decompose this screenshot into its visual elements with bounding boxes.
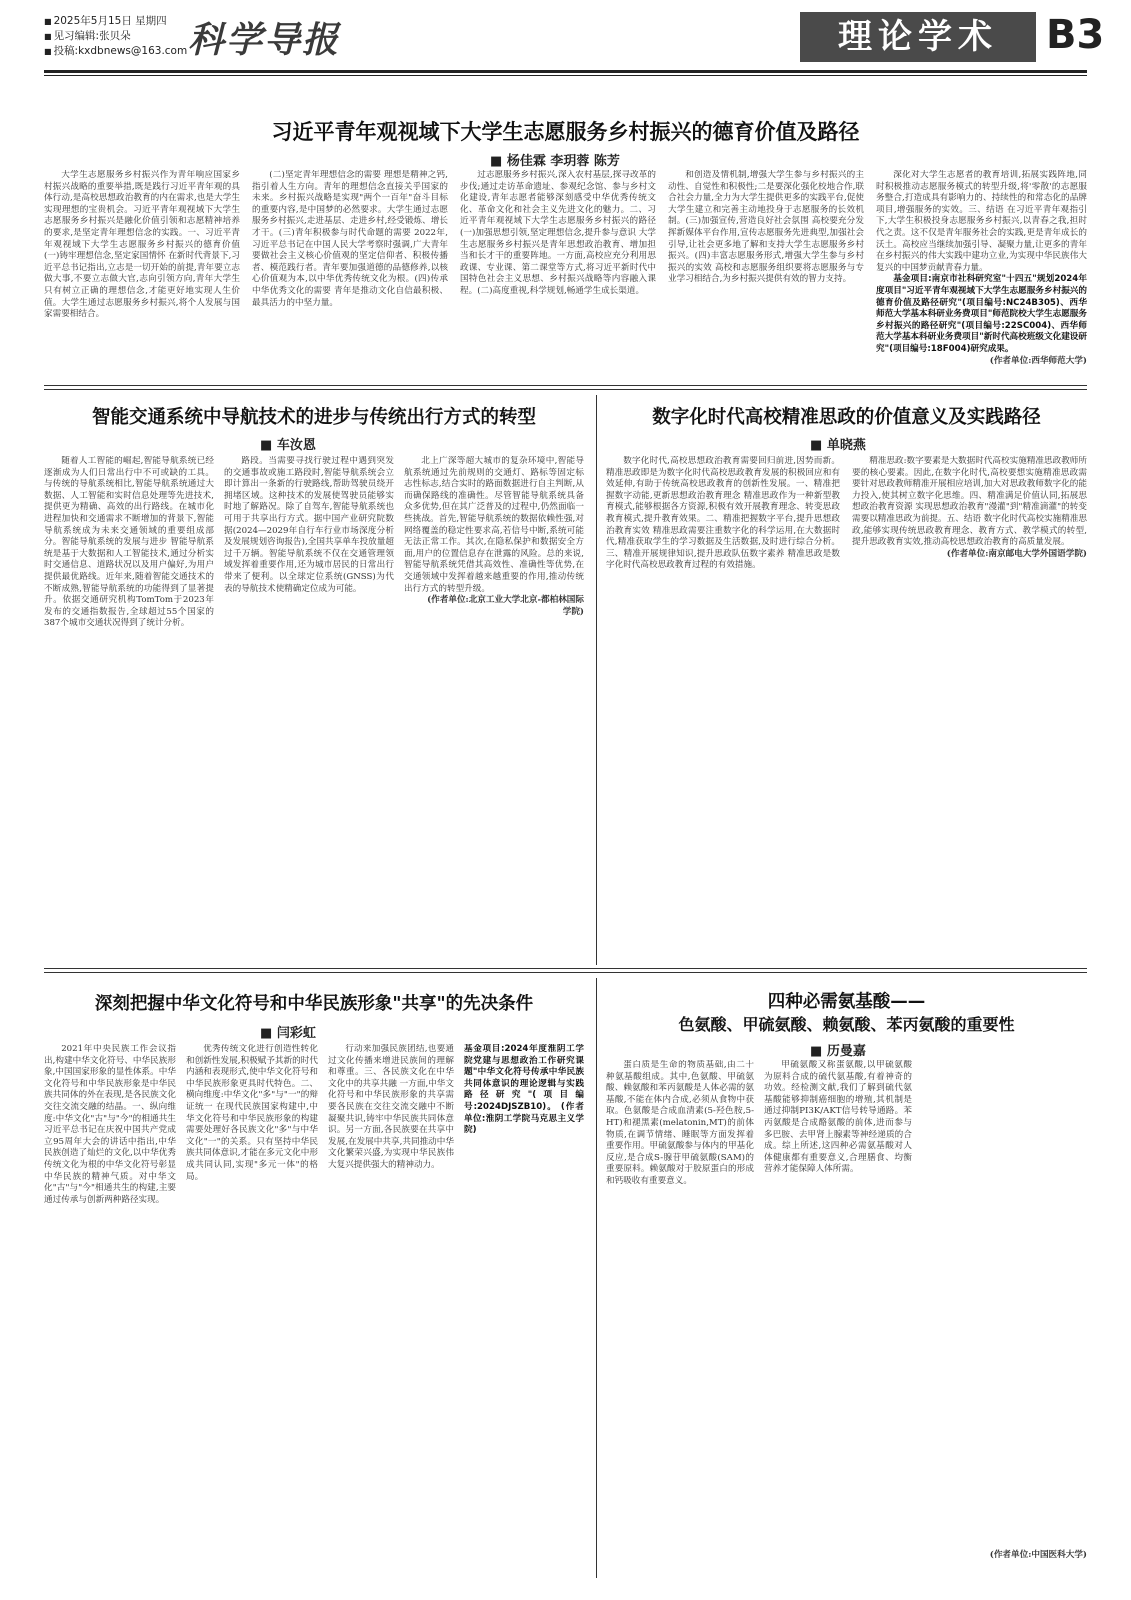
article2-col1 — [44, 456, 214, 956]
section-banner: 理论学术 — [800, 12, 1036, 62]
article3-title: 数字化时代高校精准思政的价值意义及实践路径 — [652, 407, 1041, 428]
article2-title: 智能交通系统中导航技术的进步与传统出行方式的转型 — [91, 407, 536, 428]
issue-date: ■ 2025年5月15日 星期四 — [44, 14, 187, 29]
header-meta — [44, 14, 187, 59]
article1-col4 — [668, 170, 864, 378]
article3-text-1: 数字化时代,高校思想政治教育需要回归前进,因势而新。精准思政即是为数字化时代高校思政教育发展的积极回应和有效延伸,有助于传统高校思政教育的创新性发展。一、精准把握数字动能,更新思想政治教育理念 精准思政作为一种新型教育模式,能够根据各方资源,积极有效开展教育理念、转变思政教育模式,提升教育效果。二、精准把握数字平台,提升思想政治教育实效 精准思政需要注重数字化的科学运用,在大数据时代,精准获取学生的学习数据及生活数据,及时进行综合分析。三、精准开展规律知识,提升思政队伍数字素养 精准思政是数字化时代高校思政教育过程的有效措施。 — [606, 456, 840, 571]
article3-col2 — [852, 456, 1087, 956]
article5-col3 — [922, 1060, 1087, 1580]
article1-col1 — [44, 170, 240, 378]
article1-col3 — [460, 170, 656, 378]
article4-fund: 基金项目:2024年度淮阴工学院党建与思想政治工作研究课题"中华文化符号传承中华民族共同体意识的理论逻辑与实践路径研究"(项目编号:2024DJSZB10)。 (作者单位:淮阴工学院马克思主义学院) — [464, 1044, 584, 1136]
article5-title-line2: 色氨酸、甲硫氨酸、赖氨酸、苯丙氨酸的重要性 — [678, 1015, 1015, 1034]
article2-text-3: 北上广深等超大城市的复杂环境中,智能导航系统通过先前规则的交通灯、路标等固定标志性标志,结合实时的路面数据进行自主判断,从而确保路线的准确性。尽管智能导航系统具备众多优势,但在其广泛普及的过程中,仍然面临一些挑战。首先,智能导航系统的数据依赖性强,对网络覆盖的稳定性要求高,若信号中断,系统可能无法正常工作。其次,在隐私保护和数据安全方面,用户的位置信息存在泄露的风险。总的来说,智能导航系统凭借其高效性、准确性等优势,在交通领域中发挥着越来越重要的作用,推动传统出行方式的转型升级。 — [404, 456, 584, 594]
article5-title-line1: 四种必需氨基酸—— — [767, 992, 926, 1012]
column-divider-mid — [596, 395, 597, 965]
article4-col1 — [44, 1044, 176, 1580]
article4-author: ■ 闫彩虹 — [260, 1022, 316, 1041]
article1-fund: 基金项目:南京市社科研究室"十四五"规划2024年度项目"习近平青年观视域下大学生志愿服务乡村振兴的德育价值及路径研究"(项目编号:NC24B305)、西华师范大学基本科研业务费项目"师范院校大学生志愿服务乡村振兴的路径研究"(项目编号:22SC004)、西华师范大学基本科研业务费项目"新时代高校班级文化建设研究"(项目编号:18F004)研究成果。 — [876, 274, 1087, 354]
article1-text-5: 深化对大学生志愿者的教育培训,拓展实践阵地,同时积极推动志愿服务模式的转型升级,将'零散'的志愿服务整合,打造成具有影响力的、持续性的和常态化的品牌项目,增强服务的实效。三、结语 在习近平青年观指引下,大学生积极投身志愿服务乡村振兴,以青春之我,担时代之责。这不仅是青年服务社会的实践,更是青年成长的沃土。高校应当继续加强引导、凝聚力量,让更多的青年在乡村振兴的伟大实践中建功立业,为实现中华民族伟大复兴的中国梦贡献青春力量。 — [876, 170, 1087, 273]
article4-title: 深刻把握中华文化符号和中华民族形象"共享"的先决条件 — [94, 994, 534, 1014]
article4-text-1: 2021年中央民族工作会议指出,构建中华文化符号、中华民族形象,中国国家形象的显性体系。中华文化符号和中华民族形象是中华民族共同体的外在表现,是各民族文化交往交流交融的结晶。一、纵向维度:中华文化"古"与"今"的相通共生 习近平总书记在庆祝中国共产党成立95周年大会的讲话中指出,中华民族创造了灿烂的文化,以中华优秀传统文化为根的中华文化符号彰显中华民族的精神气质。对中华文化"古"与"今"相通共生的构建,主要通过传承与创新两种路径实现。 — [44, 1044, 176, 1205]
article2-col2 — [224, 456, 394, 956]
article5-col2 — [764, 1060, 912, 1580]
article1-text-3: 过志愿服务乡村振兴,深入农村基层,探寻改革的步伐;通过走访革命遗址、参观纪念馆、参与乡村文化建设,青年志愿者能够深刻感受中华优秀传统文化、革命文化和社会主义先进文化的魅力。二、习近平青年观视域下大学生志愿服务乡村振兴的路径 (一)加强思想引领,坚定理想信念,提升参与意识 大学生志愿服务乡村振兴是青年思想政治教育、增加担当和长才干的重要阵地。一方面,高校应充分利用思政课、专业课、第二课堂等方式,将习近平新时代中国特色社会主义思想、乡村振兴战略等内容融入课程。(二)高度重视,科学规划,畅通学生成长渠道。 — [460, 170, 656, 296]
article1-authors: ■ 杨佳霖 李玥蓉 陈芳 — [490, 150, 620, 169]
article3-col1 — [606, 456, 840, 956]
editor-credit: ■ 见习编辑:张贝朵 — [44, 29, 187, 44]
submission-email: ■ 投稿:kxdbnews@163.com — [44, 44, 187, 59]
newspaper-masthead: 科学导报 — [188, 19, 341, 61]
article4-text-2: 优秀传统文化进行创造性转化和创新性发展,积极赋予其新的时代内涵和表现形式,使中华文化符号和中华民族形象更具时代特色。二、横向维度:中华文化"多"与"一"的辩证统一 在现代民族国家构建中,中华文化符号和中华民族形象的构建需要处理好各民族文化"多"与中华文化"一"的关系。只有坚持中华民族共同体意识,才能在多元文化中形成共同认同,实现"多元一体"的格局。 — [186, 1044, 318, 1182]
article5-text-1: 蛋白质是生命的物质基础,由二十种氨基酸组成。其中,色氨酸、甲硫氨酸、赖氨酸和苯丙氨酸是人体必需的氨基酸,不能在体内合成,必须从食物中获取。色氨酸是合成血清素(5-羟色胺,5-HT)和褪黑素(melatonin,MT)的前体物质,在调节情绪、睡眠等方面发挥着重要作用。甲硫氨酸参与体内的甲基化反应,是合成S-腺苷甲硫氨酸(SAM)的重要原料。赖氨酸对于胶原蛋白的形成和钙吸收有重要意义。 — [606, 1060, 754, 1186]
header-rule — [44, 70, 1087, 73]
article5-author: ■ 历曼嘉 — [810, 1040, 866, 1059]
divider-top — [44, 385, 1087, 390]
article1-title: 习近平青年观视域下大学生志愿服务乡村振兴的德育价值及路径 — [271, 120, 860, 144]
article1-text-2: (二)坚定青年理想信念的需要 理想是精神之钙,指引着人生方向。青年的理想信念直接关乎国家的未来。乡村振兴战略是实现"两个一百年"奋斗目标的重要内容,是中国梦的必然要求。大学生通过志愿服务乡村振兴,走进基层、走进乡村,经受锻炼、增长才干。(三)青年积极参与时代命题的需要 2022年,习近平总书记在中国人民大学考察时强调,广大青年要做社会主义核心价值观的坚定信仰者、积极传播者、模范践行者。青年要加强道德的品德修养,以核心价值观为本,以中华优秀传统文化为根。(四)传承中华优秀文化的需要 青年是推动文化自信最积极、最具活力的中坚力量。 — [252, 170, 448, 308]
article2-text-1: 随着人工智能的崛起,智能导航系统已经逐渐成为人们日常出行中不可或缺的工具。与传统的导航系统相比,智能导航系统通过大数据、人工智能和实时信息处理等先进技术,提供更为精确、高效的出行路线。在城市化进程加快和交通需求不断增加的背景下,智能导航系统成为未来交通领域的重要组成部分。智能导航系统的发展与进步 智能导航系统是基于大数据和人工智能技术,通过分析实时交通信息、道路状况以及用户偏好,为用户提供最优路线。近年来,随着智能交通技术的不断成熟,智能导航系统的功能得到了显著提升。依据交通研究机构TomTom于2023年发布的交通指数报告,全球超过55个国家的387个城市交通状况得到了统计分析。 — [44, 456, 214, 629]
article3-text-2: 精准思政:数字要素是大数据时代高校实施精准思政教师所要的核心要素。因此,在数字化时代,高校要想实施精准思政需要针对思政教师精准开展相应培训,加大对思政教师数字化的能力投入,使其树立数字化思维。四、精准满足价值认同,拓展思想政治教育资源 实现思想政治教育"漫灌"到"精准滴灌"的转变需要以精准思政为前提。五、结语 数字化时代高校实施精准思政,能够实现传统思政教育理念、教育方式、教学模式的转型,提升思政教育实效,推动高校思想政治教育的高质量发展。 — [852, 456, 1087, 548]
article5-col1 — [606, 1060, 754, 1580]
article2-col3 — [404, 456, 584, 956]
article3-author: ■ 单晓燕 — [810, 434, 866, 453]
article2-text-2: 路段。当需要寻找行驶过程中遇到突发的交通事故或施工路段时,智能导航系统会立即计算出一条新的行驶路线,帮助驾驶员绕开拥堵区域。这种技术的发展使驾驶员能够实时地了解路况。除了自驾车,智能导航系统也可用于共享出行方式。据中国产业研究院数据(2024—2029年自行车行业市场深度分析及发展规划咨询报告),全国共享单车投放量超过千万辆。智能导航系统不仅在交通管理领域发挥着重要作用,还为城市居民的日常出行带来了便利。以全球定位系统(GNSS)为代表的导航技术使精确定位成为可能。 — [224, 456, 394, 594]
header-rule-thin — [44, 75, 1087, 76]
page-number: B3 — [1046, 12, 1105, 58]
article1-col5 — [876, 170, 1087, 378]
article2-author: ■ 车汝恩 — [260, 434, 316, 453]
article1-text-1: 大学生志愿服务乡村振兴作为青年响应国家乡村振兴战略的重要举措,既是践行习近平青年观的具体行动,是高校思想政治教育的内在需求,也是大学生实现理想的宝贵机会。习近平青年观视域下大学生志愿服务乡村振兴是融化价值引领和志愿精神培养的要求,是坚定青年理想信念的实践。一、习近平青年观视域下大学生志愿服务乡村振兴的德育价值 (一)铸牢理想信念,坚定家国情怀 在新时代背景下,习近平总书记指出,立志是一切开始的前提,青年要立志做大事,不要立志做大官,志向引领方向,青年大学生只有树立正确的理想信念,才能更好地实现人生价值。大学生通过志愿服务乡村振兴,将个人发展与国家需要相结合。 — [44, 170, 240, 320]
column-divider-lower — [596, 978, 597, 1578]
divider-bottom — [44, 968, 1087, 973]
article3-affiliation: (作者单位:南京邮电大学外国语学院) — [946, 548, 1087, 559]
article5-text-2: 甲硫氨酸又称蛋氨酸,以甲硫氨酸为原料合成的硫代氨基酸,有着神奇的功效。经检测文献,我们了解到硫代氨基酸能够抑制癌细胞的增殖,其机制是通过抑制PI3K/AKT信号转导通路。苯丙氨酸是合成酪氨酸的前体,进而参与多巴胺、去甲肾上腺素等神经递质的合成。综上所述,这四种必需氨基酸对人体健康都有重要意义,合理膳食、均衡营养才能保障人体所需。 — [764, 1060, 912, 1175]
article2-affiliation: (作者单位:北京工业大学北京-都柏林国际学院) — [427, 595, 584, 617]
article1-col2 — [252, 170, 448, 378]
article5-affiliation: (作者单位:中国医科大学) — [989, 1550, 1087, 1560]
article4-col3 — [328, 1044, 454, 1580]
article4-text-3: 行动来加强民族团结,也要通过文化传播来增进民族间的理解和尊重。三、各民族文化在中华文化中的共享共融 一方面,中华文化符号和中华民族形象的共享需要各民族在交往交流交融中不断凝聚共识,铸牢中华民族共同体意识。另一方面,各民族要在共享中发展,在发展中共享,共同推动中华文化繁荣兴盛,为实现中华民族伟大复兴提供强大的精神动力。 — [328, 1044, 454, 1170]
article1-text-4: 和创造及情机制,增强大学生参与乡村振兴的主动性、自觉性和积极性;二是要深化强化校地合作,联合社会力量,全力为大学生提供更多的实践平台,促使大学生建立和完善主动地投身于志愿服务的长效机制。(三)加强宣传,营造良好社会氛围 高校要充分发挥新媒体平台作用,宣传志愿服务先进典型,加强社会引导,让社会更多地了解和支持大学生志愿服务乡村振兴。(四)丰富志愿服务形式,增强大学生参与乡村振兴的实效 高校和志愿服务组织要将志愿服务与专业学习相结合,为乡村振兴提供有效的智力支持。 — [668, 170, 864, 285]
article4-col2 — [186, 1044, 318, 1580]
article4-col4 — [464, 1044, 584, 1580]
article1-affiliation: (作者单位:西华师范大学) — [989, 355, 1087, 366]
